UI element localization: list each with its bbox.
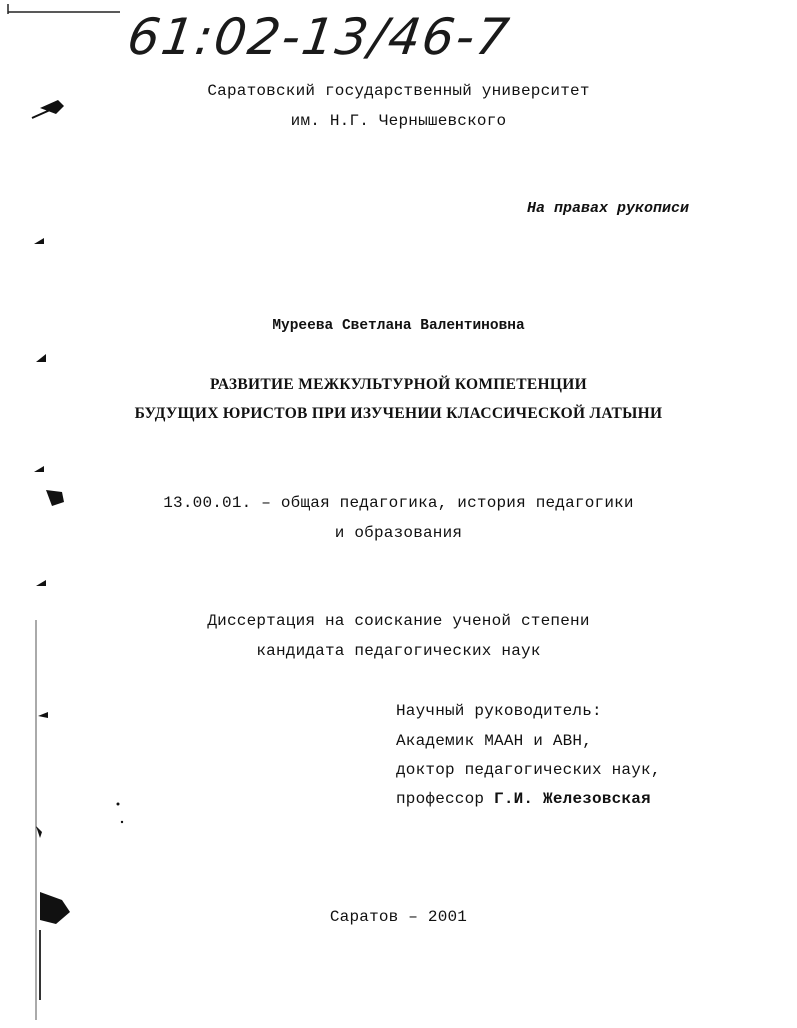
- degree-line2: кандидата педагогических наук: [256, 642, 541, 660]
- binding-hole-mark: [36, 826, 42, 838]
- catalog-number-stamp: 61:02-13/46-7: [123, 8, 515, 66]
- city-year: Саратов – 2001: [329, 908, 468, 926]
- university-name: Саратовский государственный университет: [207, 82, 590, 100]
- dust-speck: [121, 821, 123, 823]
- university-honorific: им. Н.Г. Чернышевского: [290, 112, 507, 130]
- specialty-code-line1: 13.00.01. – общая педагогика, история педагогики: [163, 494, 634, 512]
- advisor-title: [396, 790, 651, 808]
- advisor-title-prefix: профессор: [396, 790, 485, 808]
- binding-hole-mark: [38, 712, 48, 718]
- binding-hole-mark: [36, 354, 46, 362]
- degree-line1: Диссертация на соискание ученой степени: [207, 612, 590, 630]
- advisor-name: Г.И. Железовская: [494, 790, 651, 808]
- author-name: Муреева Светлана Валентиновна: [272, 318, 525, 334]
- dust-speck: [117, 803, 120, 806]
- specialty-code-line2: и образования: [334, 524, 463, 542]
- dissertation-title-line1: РАЗВИТИЕ МЕЖКУЛЬТУРНОЙ КОМПЕТЕНЦИИ: [210, 376, 587, 393]
- advisor-rank: Академик МААН и АВН,: [396, 732, 593, 750]
- binding-hole-mark: [34, 238, 44, 244]
- advisor-degree: доктор педагогических наук,: [396, 761, 661, 779]
- dissertation-title-line2: БУДУЩИХ ЮРИСТОВ ПРИ ИЗУЧЕНИИ КЛАССИЧЕСКОЙ ЛАТЫНИ: [134, 405, 663, 422]
- manuscript-note: На правах рукописи: [527, 200, 690, 217]
- binding-hole-mark: [34, 466, 44, 472]
- advisor-label: Научный руководитель:: [396, 702, 602, 720]
- binding-hole-mark: [36, 580, 46, 586]
